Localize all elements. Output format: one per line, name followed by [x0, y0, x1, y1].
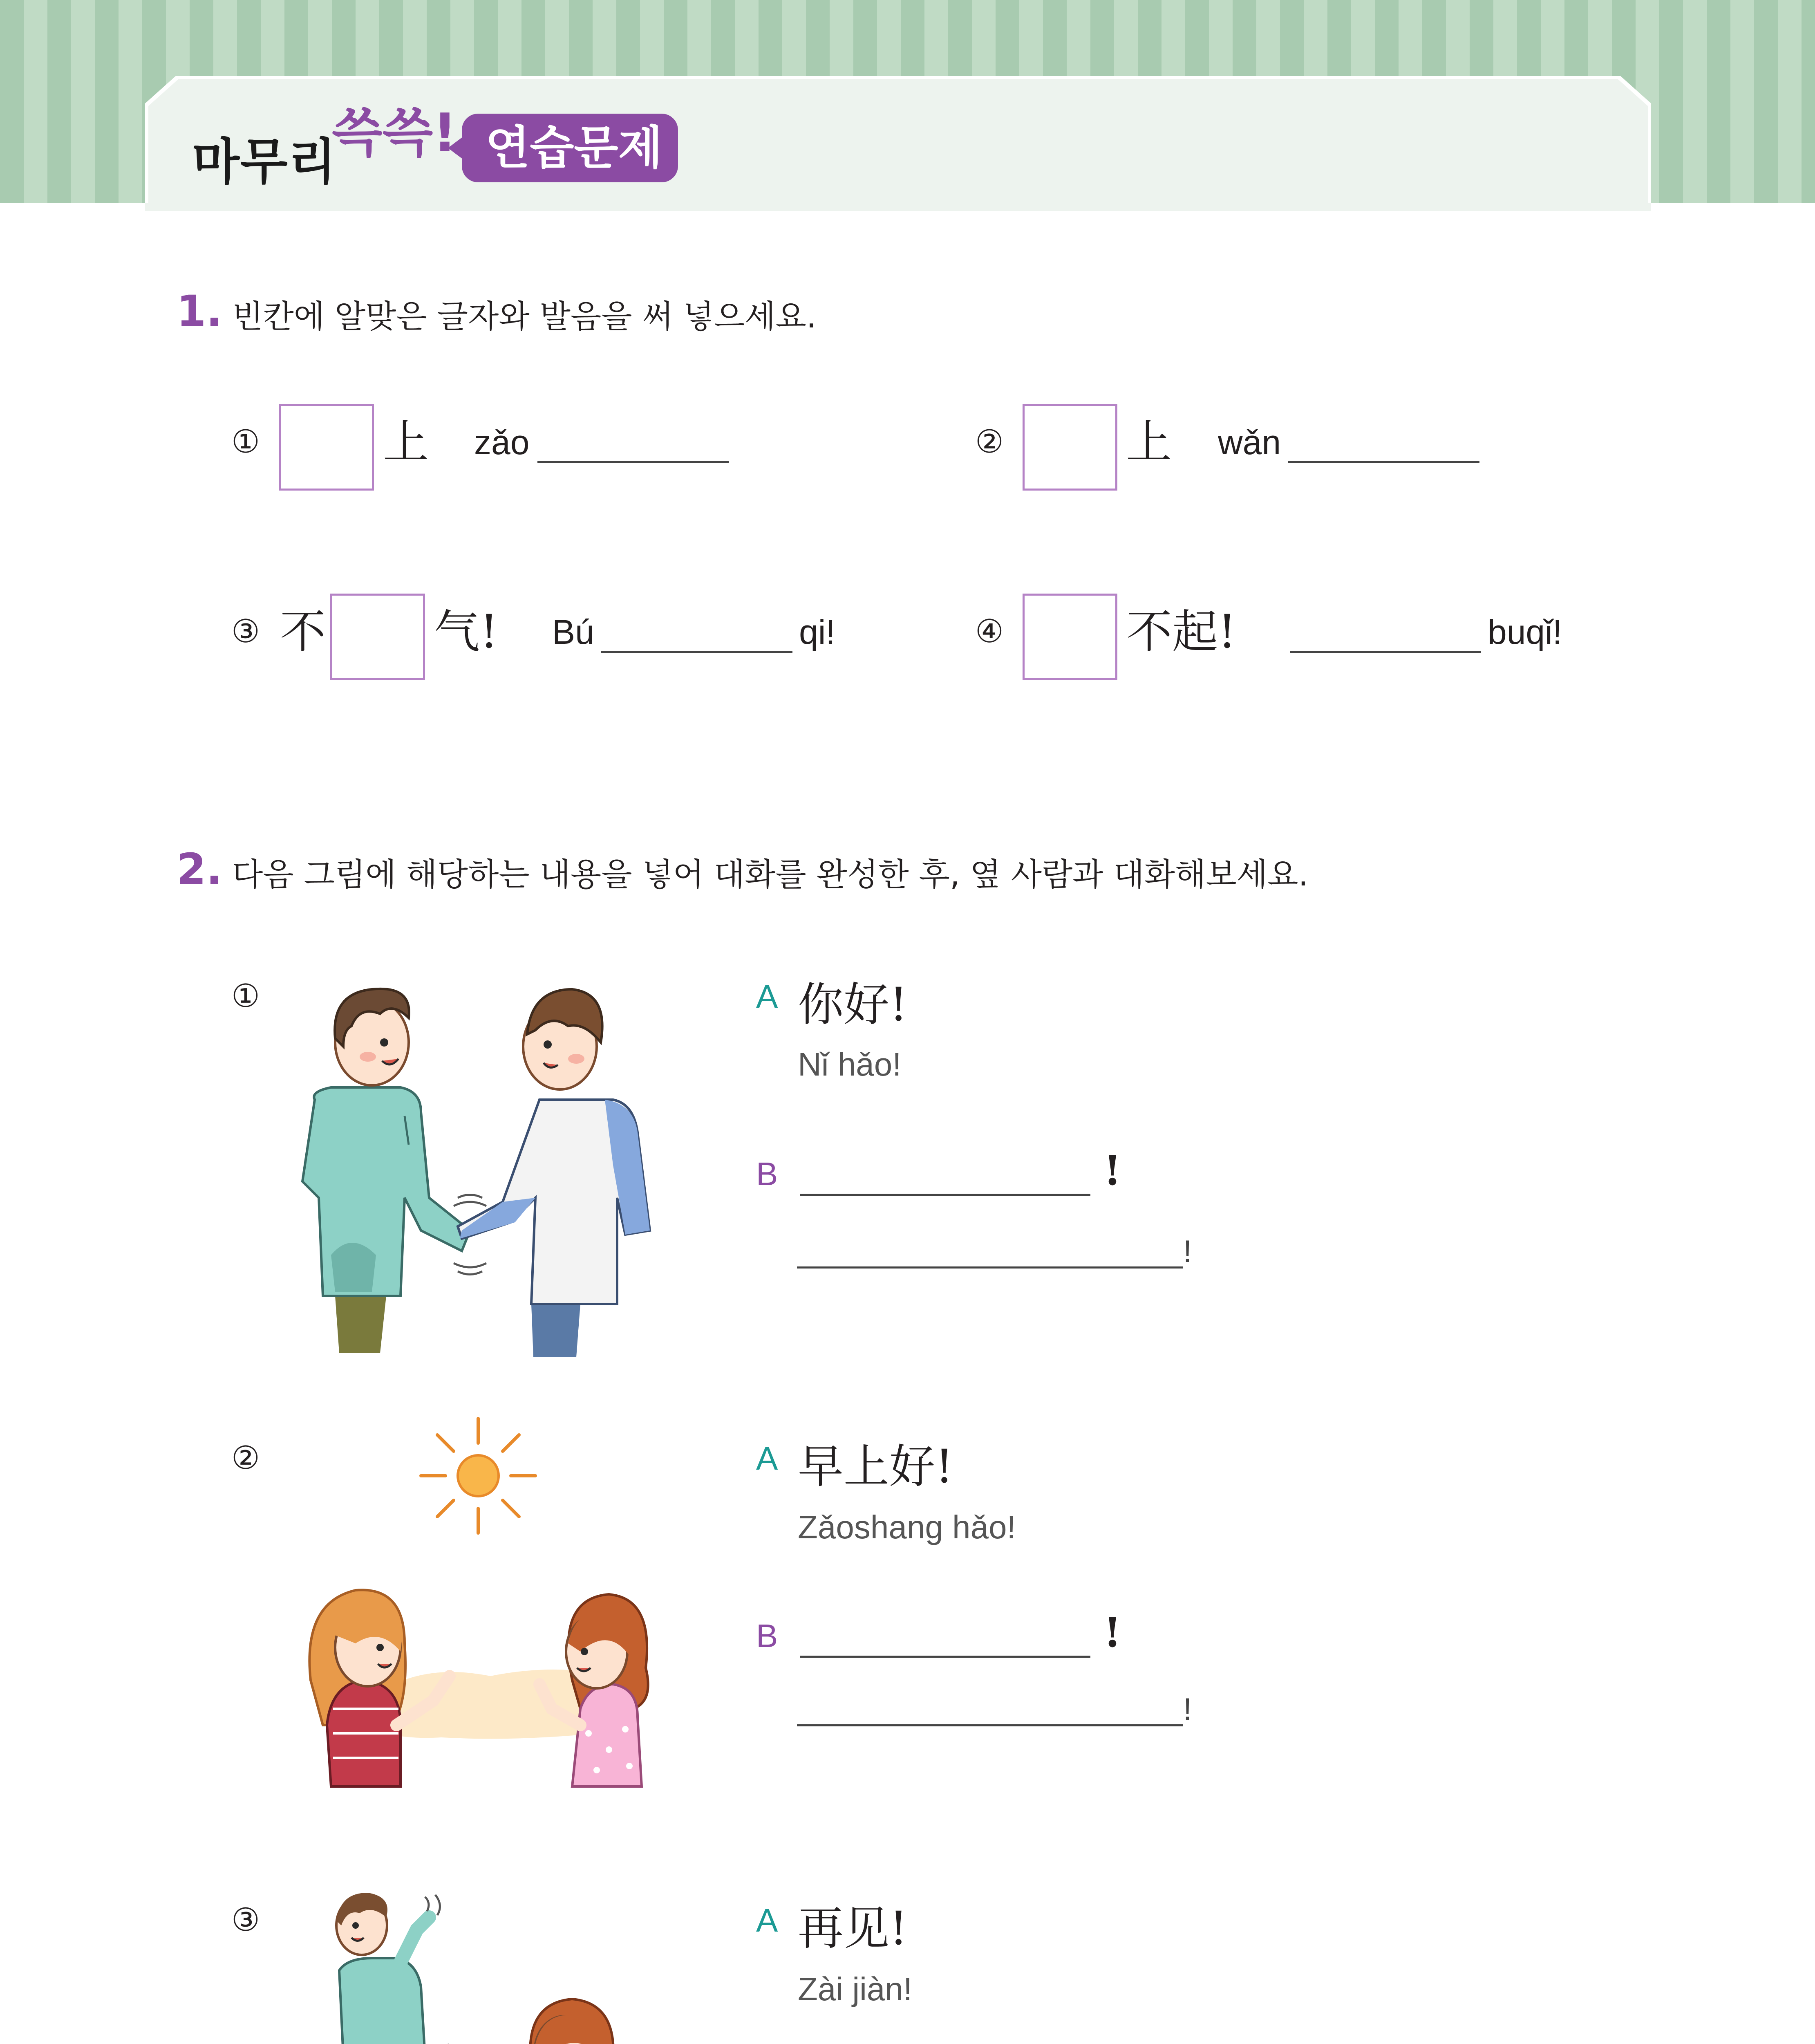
dialogue-2-speaker-b: B: [756, 1618, 778, 1654]
item-2-number: ②: [975, 424, 1004, 460]
dialogue-3-pinyin: Zài jiàn!: [798, 1971, 913, 2007]
item-1-pinyin-blank[interactable]: [537, 461, 729, 463]
item-4-number: ④: [975, 613, 1004, 650]
dialogue-2-pinyin-blank[interactable]: [797, 1724, 1183, 1726]
item-2-hanzi: 上: [1126, 416, 1172, 469]
item-3-number: ③: [231, 613, 260, 650]
section-title-accent: 쓱쓱!: [332, 103, 457, 164]
dialogue-1-pinyin: Nǐ hǎo!: [798, 1046, 902, 1083]
item-2-pinyin: wǎn: [1218, 423, 1281, 462]
dialogue-1-pinyin-excl: !: [1183, 1234, 1192, 1269]
dialogue-1-hanzi-blank[interactable]: [800, 1194, 1090, 1196]
dialogue-2-number: ②: [231, 1440, 260, 1477]
item-1-number: ①: [231, 424, 260, 460]
item-2-pinyin-blank[interactable]: [1288, 461, 1479, 463]
item-2-answer-box[interactable]: [1023, 404, 1117, 491]
dialogue-2-hanzi-excl: !: [1103, 1608, 1121, 1656]
dialogue-2-speaker-a: A: [756, 1440, 778, 1477]
morning-greeting-illustration: [286, 1414, 674, 1791]
exercise-badge: 연습문제: [462, 114, 678, 182]
item-4-pinyin-after: buqǐ!: [1488, 613, 1562, 651]
question-1-number: 1.: [177, 286, 222, 336]
dialogue-1-number: ①: [231, 978, 260, 1015]
item-3-hanzi-after: 气!: [434, 605, 499, 659]
dialogue-1-pinyin-blank[interactable]: [797, 1266, 1183, 1269]
item-3-answer-box[interactable]: [330, 594, 425, 680]
item-3-pinyin-blank[interactable]: [601, 651, 792, 653]
item-4-hanzi: 不起!: [1126, 605, 1237, 659]
question-1-instruction: 빈칸에 알맞은 글자와 발음을 써 넣으세요.: [232, 298, 817, 335]
dialogue-1-speaker-a: A: [756, 978, 778, 1015]
dialogue-3-hanzi: 再见!: [798, 1902, 908, 1955]
boy-left: [302, 989, 470, 1353]
item-1-answer-box[interactable]: [279, 404, 374, 491]
goodbye-illustration: [302, 1880, 670, 2044]
question-2-number: 2.: [177, 844, 222, 894]
section-title: 마무리: [192, 134, 337, 191]
dialogue-1-hanzi-excl: !: [1103, 1146, 1121, 1195]
dialogue-2-pinyin-excl: !: [1183, 1692, 1192, 1727]
dialogue-3-speaker-a: A: [756, 1902, 778, 1939]
item-4-answer-box[interactable]: [1023, 594, 1117, 680]
dialogue-2-pinyin: Zǎoshang hǎo!: [798, 1509, 1016, 1545]
girl-waving: [448, 1999, 618, 2044]
dialogue-2-hanzi: 早上好!: [798, 1440, 954, 1493]
dialogue-1-speaker-b: B: [756, 1156, 778, 1192]
item-1-hanzi: 上: [383, 416, 429, 469]
boy-walking: [333, 1893, 440, 2044]
boy-right: [458, 989, 650, 1357]
question-2-instruction: 다음 그림에 해당하는 내용을 넣어 대화를 완성한 후, 옆 사람과 대화해보세요.: [232, 856, 1309, 893]
dialogue-2-hanzi-blank[interactable]: [800, 1656, 1090, 1658]
item-3-pinyin-before: Bú: [552, 613, 594, 651]
item-3-pinyin-after: qi!: [799, 613, 835, 651]
dialogue-1-hanzi: 你好!: [798, 978, 908, 1031]
handshake-illustration: [298, 969, 666, 1329]
item-3-hanzi-before: 不: [280, 605, 326, 659]
sun-icon: [421, 1419, 535, 1533]
item-4-pinyin-blank[interactable]: [1290, 651, 1481, 653]
dialogue-3-number: ③: [231, 1902, 260, 1939]
item-1-pinyin: zǎo: [474, 423, 530, 462]
